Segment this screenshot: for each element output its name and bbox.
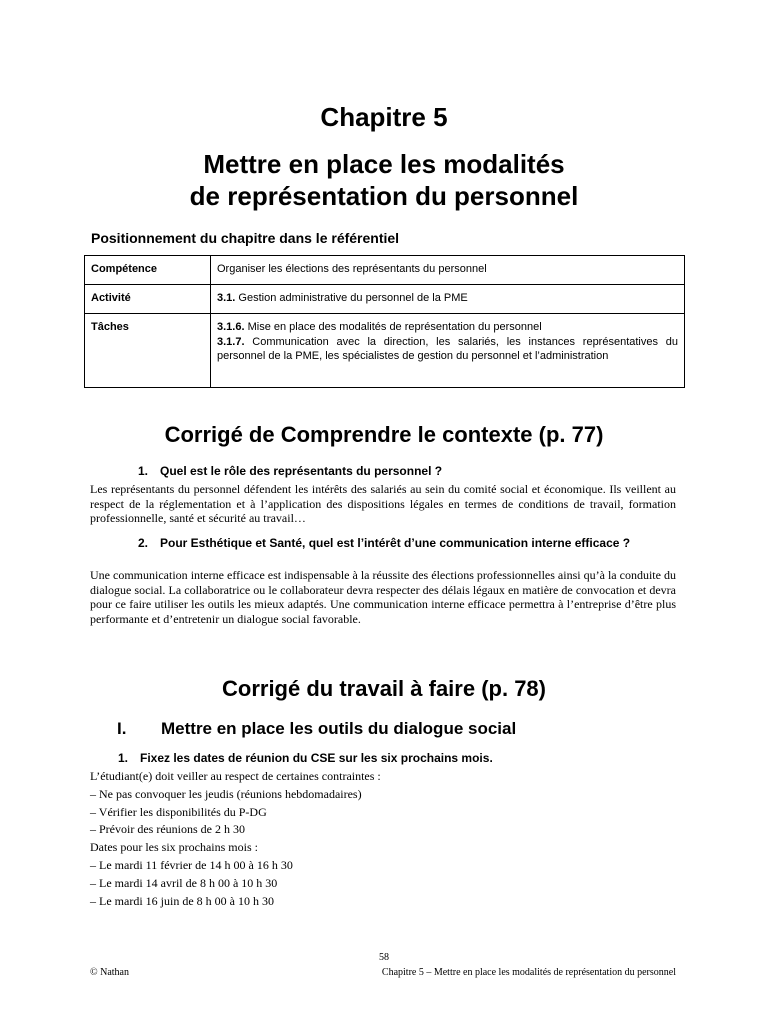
- activity-number: 3.1.: [217, 292, 236, 304]
- question-number: 2.: [138, 536, 149, 550]
- list-item: – Le mardi 14 avril de 8 h 00 à 10 h 30: [90, 875, 278, 890]
- list-item: – Ne pas convoquer les jeudis (réunions hebdomadaires): [90, 786, 362, 801]
- answer-lines: [90, 768, 381, 910]
- page-number: 58: [379, 952, 389, 963]
- row-label-activite: Activité: [85, 285, 211, 314]
- task-2-text: Communication avec la direction, les salariés, les instances représentatives du personnel de la PME, les spécialistes de gestion du personnel et l’administration: [217, 336, 678, 362]
- table-row: [85, 285, 685, 314]
- table-row: [85, 256, 685, 285]
- positioning-heading: Positionnement du chapitre dans le référentiel: [91, 230, 400, 246]
- list-item: – Vérifier les disponibilités du P-DG: [90, 804, 267, 819]
- answer-1: Les représentants du personnel défendent les intérêts des salariés au sein du comité social et économique. Ils veillent au respect de la réglementation et à l’application des dispositions légales en termes de conditions de travail, formation professionnelle, santé et sécurité au travail…: [90, 482, 676, 525]
- chapter-title: [0, 148, 768, 212]
- row-label-taches: Tâches: [85, 314, 211, 388]
- sub-heading: [117, 719, 516, 739]
- row-text-competence: Organiser les élections des représentants du personnel: [211, 256, 685, 285]
- chapter-label: Chapitre 5: [320, 102, 448, 132]
- task-2-number: 3.1.7.: [217, 336, 245, 348]
- question-text: Fixez les dates de réunion du CSE sur les six prochains mois.: [140, 751, 493, 765]
- row-text-taches: [211, 314, 685, 388]
- row-text-activite: [211, 285, 685, 314]
- question-text: Quel est le rôle des représentants du personnel ?: [160, 464, 443, 478]
- sub-heading-numeral: I.: [117, 719, 127, 738]
- task-1-text: Mise en place des modalités de représentation du personnel: [244, 321, 542, 333]
- referential-table: [84, 255, 685, 388]
- sub-heading-text: Mettre en place les outils du dialogue social: [161, 719, 517, 738]
- chapter-title-line-1: Mettre en place les modalités: [203, 149, 565, 179]
- task-question-1-heading: [118, 751, 493, 765]
- footer-copyright: © Nathan: [90, 967, 129, 978]
- list-item: – Prévoir des réunions de 2 h 30: [90, 822, 245, 837]
- list-item: – Le mardi 11 février de 14 h 00 à 16 h 30: [90, 857, 293, 872]
- question-1-heading: [138, 464, 442, 478]
- chapter-title-line-2: de représentation du personnel: [189, 181, 579, 211]
- list-item: L’étudiant(e) doit veiller au respect de certaines contraintes :: [90, 769, 381, 783]
- answer-2: Une communication interne efficace est indispensable à la réussite des élections professionnelles ainsi qu’à la conduite du dialogue social. La collaboratrice ou le collaborateur devra respecter des délais légaux en matière de convocation et devra pour ce faire utiliser les outils les mieux adaptés. Une communication interne efficace permettra à l’entreprise d’être plus performante et d’entretenir un dialogue social favorable.: [90, 568, 676, 626]
- question-number: 1.: [118, 751, 129, 765]
- question-text: Pour Esthétique et Santé, quel est l’intérêt d’une communication interne efficace ?: [160, 536, 631, 550]
- table-row: [85, 314, 685, 388]
- list-item: – Le mardi 16 juin de 8 h 00 à 10 h 30: [90, 893, 274, 908]
- footer-chapter-title: Chapitre 5 – Mettre en place les modalités de représentation du personnel: [381, 967, 676, 978]
- task-1-number: 3.1.6.: [217, 321, 245, 333]
- section-title-comprendre: Corrigé de Comprendre le contexte (p. 77): [164, 422, 604, 447]
- task-2: [217, 335, 678, 363]
- question-2-heading: [138, 536, 676, 550]
- list-item: Dates pour les six prochains mois :: [90, 840, 258, 855]
- section-title-travail: Corrigé du travail à faire (p. 78): [222, 676, 546, 701]
- activity-text: Gestion administrative du personnel de la PME: [235, 292, 468, 304]
- row-label-competence: Compétence: [85, 256, 211, 285]
- task-1: [217, 320, 678, 334]
- question-number: 1.: [138, 464, 149, 478]
